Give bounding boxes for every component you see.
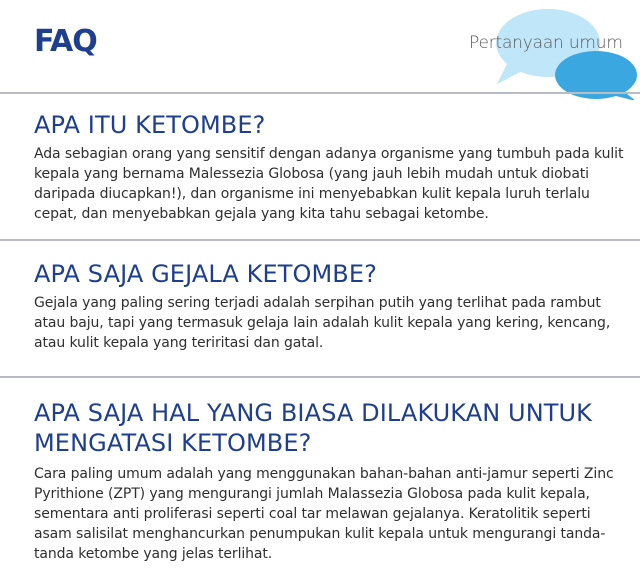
faq-logo: FAQ	[34, 24, 97, 59]
question-heading: APA SAJA HAL YANG BIASA DILAKUKAN UNTUK MENGATASI KETOMBE?	[34, 399, 593, 457]
divider	[0, 376, 640, 378]
faq-item	[34, 398, 624, 564]
divider	[0, 92, 640, 94]
faq-item	[34, 259, 624, 353]
answer-text: Cara paling umum adalah yang menggunakan bahan-bahan anti-jamur seperti Zinc Pyrithione (ZPT) yang mengurangi jumlah Malassezia Globosa pada kulit kepala, sementara anti proliferasi seperti coal tar melawan gejalanya. Keratolitik seperti asam salisilat menghancurkan penumpukan kulit kepala untuk mengurangi tanda-tanda ketombe yang jelas terlihat.	[34, 466, 614, 562]
header	[0, 0, 640, 92]
faq-item	[34, 110, 624, 224]
subtitle: Pertanyaan umum	[469, 33, 623, 53]
question-heading: APA SAJA GEJALA KETOMBE?	[34, 260, 377, 288]
answer-text: Gejala yang paling sering terjadi adalah serpihan putih yang terlihat pada rambut atau baju, tapi yang termasuk gelaja lain adalah kulit kepala yang kering, kencang, atau kulit kepala yang teriritasi dan gatal.	[34, 295, 611, 351]
answer-text: Ada sebagian orang yang sensitif dengan adanya organisme yang tumbuh pada kulit kepala yang bernama Malessezia Globosa (yang jauh lebih mudah untuk diobati daripada diucapkan!), dan organisme ini menyebabkan kulit kepala luruh terlalu cepat, dan menyebabkan gejala yang kita tahu sebagai ketombe.	[34, 146, 624, 222]
divider	[0, 239, 640, 241]
question-heading: APA ITU KETOMBE?	[34, 111, 266, 139]
